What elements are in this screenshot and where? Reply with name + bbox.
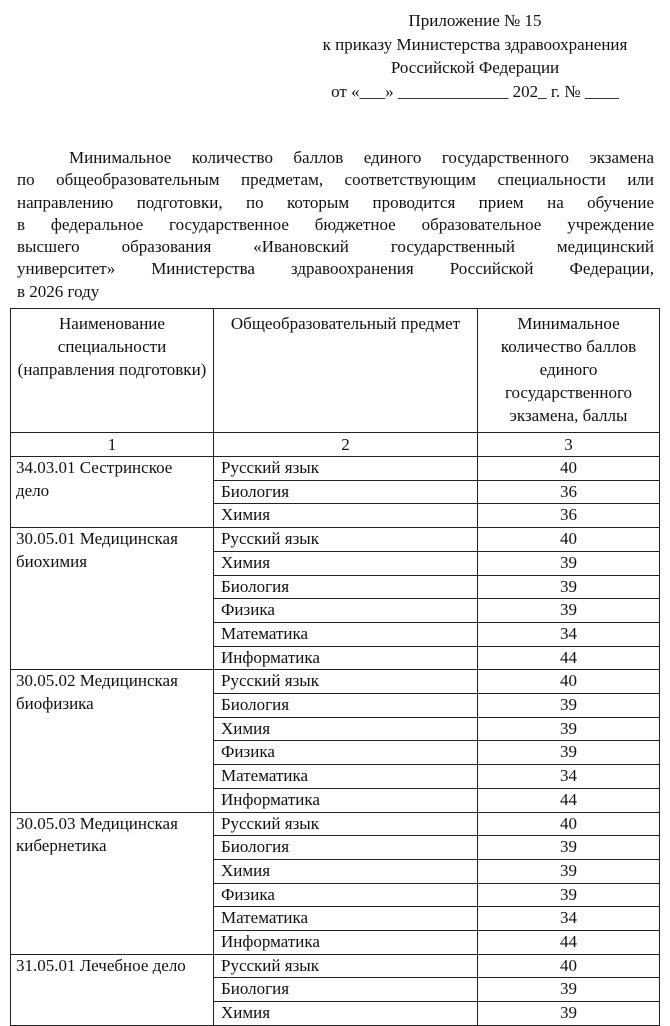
subject-cell: Химия (214, 504, 478, 528)
subject-cell: Математика (214, 907, 478, 931)
appendix-header (290, 9, 660, 103)
subject-cell: Физика (214, 741, 478, 765)
column-header-subject: Общеобразовательный предмет (214, 309, 478, 433)
subject-cell: Русский язык (214, 954, 478, 978)
title-line: по общеобразовательным предметам, соответствующим специальности или (17, 170, 654, 190)
min-score-cell: 39 (478, 551, 660, 575)
subject-cell: Информатика (214, 646, 478, 670)
min-score-cell: 39 (478, 717, 660, 741)
min-score-cell: 36 (478, 504, 660, 528)
min-scores-table (10, 308, 660, 1026)
ministry-name: Российской Федерации (390, 58, 560, 77)
min-score-cell: 39 (478, 859, 660, 883)
min-score-cell: 39 (478, 1002, 660, 1026)
subject-cell: Математика (214, 622, 478, 646)
min-score-cell: 40 (478, 812, 660, 836)
specialty-cell: 30.05.02 Медицинская биофизика (11, 670, 214, 812)
column-number: 1 (11, 433, 214, 457)
table-row (11, 670, 660, 694)
column-header-min-score: Минимальное количество баллов единого государственного экзамена, баллы (478, 309, 660, 433)
subject-cell: Химия (214, 717, 478, 741)
subject-cell: Биология (214, 836, 478, 860)
min-score-cell: 44 (478, 788, 660, 812)
min-score-cell: 34 (478, 907, 660, 931)
min-score-cell: 39 (478, 836, 660, 860)
min-score-cell: 39 (478, 883, 660, 907)
title-line: университет» Министерства здравоохранения Российской Федерации, (17, 259, 654, 279)
subject-cell: Русский язык (214, 812, 478, 836)
min-score-cell: 39 (478, 599, 660, 623)
title-line: в федеральное государственное бюджетное образовательное учреждение (17, 214, 654, 234)
subject-cell: Физика (214, 883, 478, 907)
document-title (17, 147, 654, 303)
subject-cell: Физика (214, 599, 478, 623)
min-score-cell: 39 (478, 694, 660, 718)
min-score-cell: 34 (478, 622, 660, 646)
subject-cell: Биология (214, 978, 478, 1002)
subject-cell: Химия (214, 551, 478, 575)
min-score-cell: 36 (478, 480, 660, 504)
table-row (11, 457, 660, 481)
min-score-cell: 39 (478, 978, 660, 1002)
subject-cell: Биология (214, 480, 478, 504)
appendix-number: Приложение № 15 (408, 11, 542, 30)
title-line: высшего образования «Ивановский государственный медицинский (17, 237, 654, 257)
min-score-cell: 39 (478, 741, 660, 765)
specialty-cell: 30.05.01 Медицинская биохимия (11, 528, 214, 670)
subject-cell: Информатика (214, 788, 478, 812)
title-line: Минимальное количество баллов единого государственного экзамена (69, 148, 654, 167)
column-number: 3 (478, 433, 660, 457)
min-score-cell: 34 (478, 765, 660, 789)
title-line: в 2026 году (17, 281, 100, 301)
column-header-specialty: Наименование специальности (направления подготовки) (11, 309, 214, 433)
subject-cell: Математика (214, 765, 478, 789)
order-date-number: от «___» _____________ 202_ г. № ____ (331, 81, 619, 101)
min-score-cell: 40 (478, 954, 660, 978)
min-score-cell: 44 (478, 646, 660, 670)
subject-cell: Химия (214, 859, 478, 883)
specialty-cell: 34.03.01 Сестринское дело (11, 457, 214, 528)
min-score-cell: 40 (478, 670, 660, 694)
subject-cell: Биология (214, 575, 478, 599)
table-row (11, 528, 660, 552)
min-score-cell: 39 (478, 575, 660, 599)
subject-cell: Русский язык (214, 670, 478, 694)
table-row (11, 812, 660, 836)
subject-cell: Биология (214, 694, 478, 718)
min-score-cell: 40 (478, 528, 660, 552)
column-number-row (11, 433, 660, 457)
subject-cell: Химия (214, 1002, 478, 1026)
column-number: 2 (214, 433, 478, 457)
table-row (11, 954, 660, 978)
title-line: направлению подготовки, по которым проводится прием на обучение (17, 192, 654, 212)
subject-cell: Информатика (214, 931, 478, 955)
specialty-cell: 31.05.01 Лечебное дело (11, 954, 214, 1025)
subject-cell: Русский язык (214, 528, 478, 552)
order-reference: к приказу Министерства здравоохранения (322, 34, 628, 54)
specialty-cell: 30.05.03 Медицинская кибернетика (11, 812, 214, 954)
table-header-row (11, 309, 660, 433)
min-score-cell: 40 (478, 457, 660, 481)
subject-cell: Русский язык (214, 457, 478, 481)
min-score-cell: 44 (478, 931, 660, 955)
